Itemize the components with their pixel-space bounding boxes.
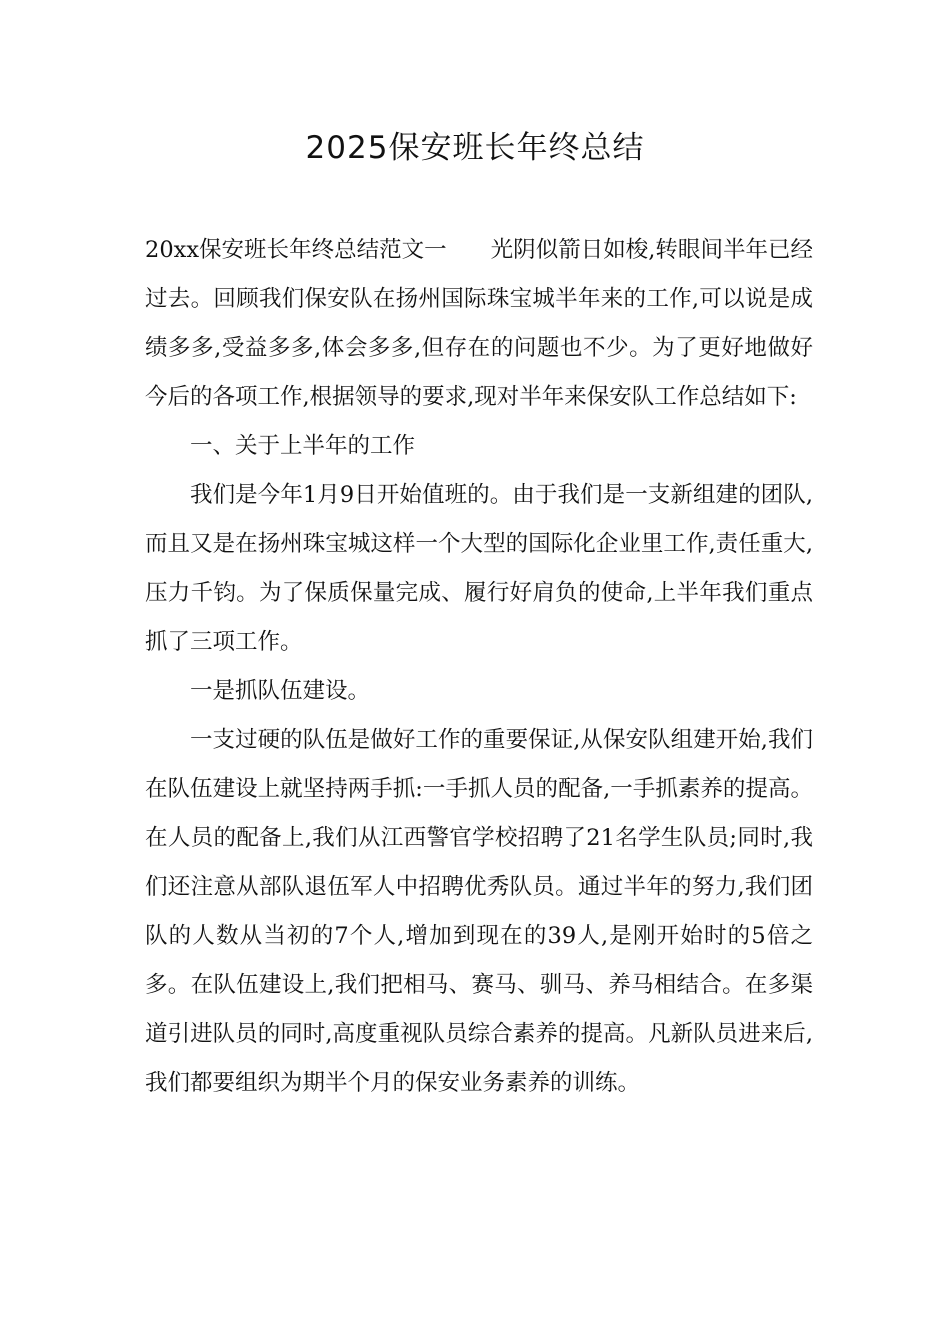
intro-paragraph (145, 226, 813, 422)
paragraph-team-building: 一支过硬的队伍是做好工作的重要保证,从保安队组建开始,我们在队伍建设上就坚持两手抓:一手抓人员的配备,一手抓素养的提高。在人员的配备上,我们从江西警官学校招聘了21名学生队员;同时,我们还注意从部队退伍军人中招聘优秀队员。通过半年的努力,我们团队的人数从当初的7个人,增加到现在的39人,是刚开始时的5倍之多。在队伍建设上,我们把相马、赛马、驯马、养马相结合。在多渠道引进队员的同时,高度重视队员综合素养的提高。凡新队员进来后,我们都要组织为期半个月的保安业务素养的训练。 (145, 727, 813, 1096)
paragraph-work-start: 我们是今年1月9日开始值班的。由于我们是一支新组建的团队,而且又是在扬州珠宝城这样一个大型的国际化企业里工作,责任重大,压力千钧。为了保质保量完成、履行好肩负的使命,上半年我们重点抓了三项工作。 (145, 482, 813, 655)
intro-label: 20xx保安班长年终总结范文一 (145, 237, 447, 263)
intro-text: 光阴似箭日如梭,转眼间半年已经过去。回顾我们保安队在扬州国际珠宝城半年来的工作,可以说是成绩多多,受益多多,体会多多,但存在的问题也不少。为了更好地做好今后的各项工作,根据领导的要求,现对半年来保安队工作总结如下: (145, 237, 813, 410)
document-title: 2025保安班长年终总结 (305, 130, 645, 166)
section-heading: 一、关于上半年的工作 (190, 433, 416, 459)
document-body (145, 226, 813, 1108)
point-heading: 一是抓队伍建设。 (190, 678, 371, 704)
